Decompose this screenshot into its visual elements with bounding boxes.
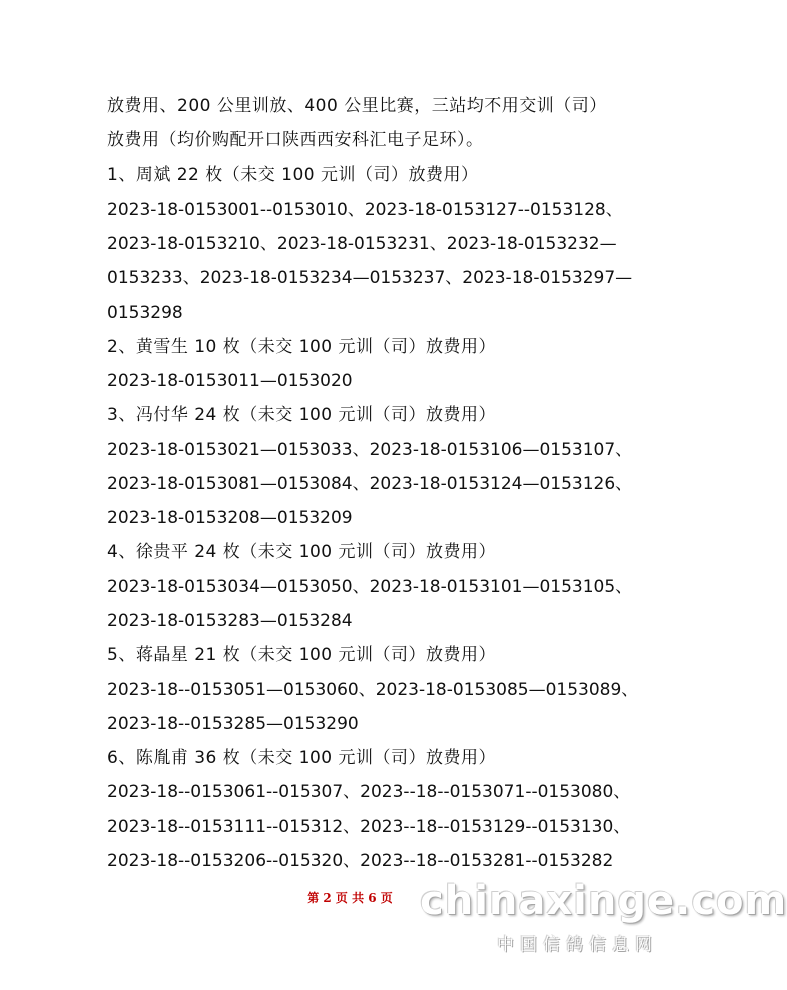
ring-range-line: 0153298 (107, 303, 183, 323)
ring-range-line: 2023-18--0153285—0153290 (107, 714, 359, 734)
watermark-subtitle: 中国信鸽信息网 (497, 935, 658, 955)
ring-range-line: 2023-18-0153283—0153284 (107, 611, 353, 631)
page-number: 第 2 页 共 6 页 (307, 891, 393, 905)
ring-range-line: 2023-18-0153011—0153020 (107, 371, 353, 391)
entry-heading-2: 2、黄雪生 10 枚（未交 100 元训（司）放费用） (107, 337, 497, 357)
ring-range-line: 2023-18-0153021—0153033、2023-18-0153106—0153107、 (107, 440, 633, 460)
ring-range-line: 0153233、2023-18-0153234—0153237、2023-18-0153297— (107, 268, 633, 288)
entry-heading-4: 4、徐贵平 24 枚（未交 100 元训（司）放费用） (107, 542, 497, 562)
entry-heading-5: 5、蒋晶星 21 枚（未交 100 元训（司）放费用） (107, 645, 497, 665)
ring-range-line: 2023-18--0153051—0153060、2023-18-0153085—0153089、 (107, 680, 639, 700)
entry-heading-3: 3、冯付华 24 枚（未交 100 元训（司）放费用） (107, 405, 497, 425)
ring-range-line: 2023-18--0153061--015307、2023--18--0153071--0153080、 (107, 782, 631, 802)
entry-heading-1: 1、周斌 22 枚（未交 100 元训（司）放费用） (107, 165, 479, 185)
ring-range-line: 2023-18-0153001--0153010、2023-18-0153127--0153128、 (107, 200, 623, 220)
ring-range-line: 2023-18-0153210、2023-18-0153231、2023-18-0153232— (107, 234, 617, 254)
ring-range-line: 2023-18-0153081—0153084、2023-18-0153124—0153126、 (107, 474, 633, 494)
ring-range-line: 2023-18-0153034—0153050、2023-18-0153101—0153105、 (107, 577, 633, 597)
watermark-site: chinaxinge.com (420, 878, 787, 924)
text-line-1: 放费用、200 公里训放、400 公里比赛，三站均不用交训（司） (107, 96, 607, 116)
ring-range-line: 2023-18-0153208—0153209 (107, 508, 353, 528)
entry-heading-6: 6、陈胤甫 36 枚（未交 100 元训（司）放费用） (107, 748, 497, 768)
text-line-2: 放费用（均价购配开口陕西西安科汇电子足环）。 (107, 130, 484, 150)
ring-range-line: 2023-18--0153111--015312、2023--18--0153129--0153130、 (107, 817, 631, 837)
ring-range-line: 2023-18--0153206--015320、2023--18--0153281--0153282 (107, 851, 614, 871)
